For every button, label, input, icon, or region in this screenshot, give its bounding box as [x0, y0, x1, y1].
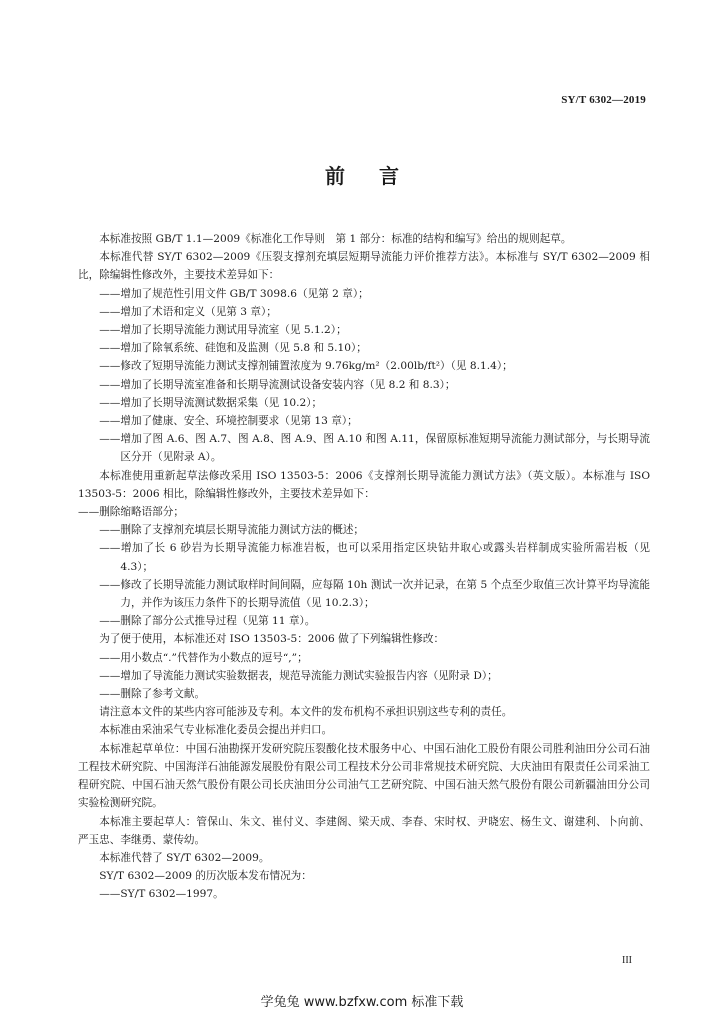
change-item: —— 用小数点“.”代替作为小数点的逗号“,”； — [99, 649, 650, 667]
change-item: —— 增加了健康、安全、环境控制要求（见第 13 章）； — [99, 412, 650, 430]
paragraph: 本标准起草单位：中国石油勘探开发研究院压裂酸化技术服务中心、中国石油化工股份有限公司胜利油田分公司石油工程技术研究院、中国海洋石油能源发展股份有限公司工程技术分公司非常规技术研究院、大庆油田有限责任公司采油工程研究院、中国石油天然气股份有限公司长庆油田分公司油气工艺研究院、中国石油天然气股份有限公司新疆油田分公司实验检测研究院。 — [78, 742, 650, 810]
paragraph: 本标准代替 SY/T 6302—2009《压裂支撑剂充填层短期导流能力评价推荐方法》。本标准与 SY/T 6302—2009 相比，除编辑性修改外，主要技术差异如下： — [78, 251, 650, 282]
change-item: —— 增加了导流能力测试实验数据表，规范导流能力测试实验报告内容（见附录 D）； — [99, 667, 650, 685]
change-item: —— 增加了长 6 砂岩为长期导流能力标准岩板，也可以采用指定区块钻井取心或露头岩样制成实验所需岩板（见 4.3）； — [99, 539, 650, 575]
change-item: —— SY/T 6302—1997。 — [99, 885, 650, 903]
change-item: —— 删除了部分公式推导过程（见第 11 章）。 — [99, 612, 650, 630]
change-item: —— 增加了除氧系统、硅饱和及监测（见 5.8 和 5.10）； — [99, 339, 650, 357]
paragraph: 请注意本文件的某些内容可能涉及专利。本文件的发布机构不承担识别这些专利的责任。 — [99, 706, 513, 719]
change-item: —— 删除了参考文献。 — [99, 685, 650, 703]
change-item: —— 增加了长期导流室准备和长期导流测试设备安装内容（见 8.2 和 8.3）； — [99, 376, 650, 394]
change-item: —— 增加了长期导流能力测试用导流室（见 5.1.2）； — [99, 321, 650, 339]
foreword-body — [78, 230, 650, 904]
page-title: 前言 — [325, 164, 433, 188]
change-item: —— 修改了长期导流能力测试取样时间间隔，应每隔 10h 测试一次并记录，在第 5 个点至少取值三次计算平均导流能力，并作为该压力条件下的长期导流值（见 10.2.3）； — [99, 576, 650, 612]
paragraph: 本标准主要起草人：管保山、朱文、崔付义、李建阁、梁天成、李春、宋时权、尹晓宏、杨生文、谢建利、卜向前、严玉忠、李继勇、蒙传幼。 — [78, 815, 650, 846]
paragraph: 本标准代替了 SY/T 6302—2009。 — [99, 851, 270, 864]
paragraph: 本标准使用重新起草法修改采用 ISO 13503-5：2006《支撑剂长期导流能力测试方法》（英文版）。本标准与 ISO 13503-5：2006 相比，除编辑性修改外，主要技术差异如下： — [78, 469, 650, 500]
paragraph: 本标准按照 GB/T 1.1—2009《标准化工作导则 第 1 部分：标准的结构和编写》给出的规则起草。 — [99, 233, 572, 245]
standard-number: SY/T 6302—2019 — [561, 94, 646, 106]
paragraph: 本标准由采油采气专业标准化委员会提出并归口。 — [99, 724, 333, 737]
footer-watermark: 学兔兔 www.bzfxw.com 标准下载 — [260, 995, 464, 1010]
change-item: —— 删除了支撑剂充填层长期导流能力测试方法的概述； — [99, 521, 650, 539]
change-item: —— 增加了图 A.6、图 A.7、图 A.8、图 A.9、图 A.10 和图 A.11，保留原标准短期导流能力测试部分，与长期导流区分开（见附录 A）。 — [99, 430, 650, 466]
change-item: —— 增加了长期导流测试数据采集（见 10.2）； — [99, 394, 650, 412]
page-number: III — [622, 955, 632, 966]
change-item: —— 增加了规范性引用文件 GB/T 3098.6（见第 2 章）； — [99, 285, 650, 303]
paragraph: SY/T 6302—2009 的历次版本发布情况为： — [99, 870, 312, 883]
paragraph: 为了便于使用，本标准还对 ISO 13503-5：2006 做了下列编辑性修改： — [99, 633, 445, 646]
change-item: —— 修改了短期导流能力测试支撑剂铺置浓度为 9.76kg/m²（2.00lb/ft²）（见 8.1.4）； — [99, 357, 650, 375]
change-item: —— 增加了术语和定义（见第 3 章）； — [99, 303, 650, 321]
change-item: —— 删除缩略语部分； — [78, 503, 650, 521]
